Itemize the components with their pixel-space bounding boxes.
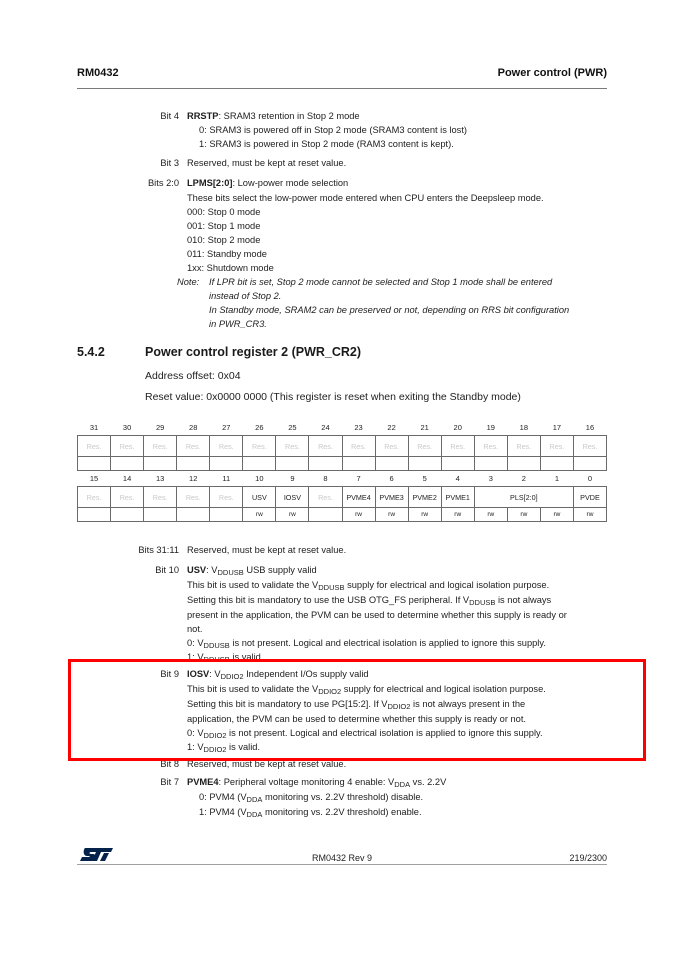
access-type: rw bbox=[573, 508, 606, 522]
bit-number: 27 bbox=[222, 423, 231, 432]
bit-label: Bit 7 bbox=[160, 777, 179, 787]
reserved-field: Res. bbox=[78, 487, 111, 508]
reserved-field: Res. bbox=[309, 487, 342, 508]
reserved-field: Res. bbox=[375, 436, 408, 457]
access-type bbox=[573, 457, 606, 471]
bit-number: 14 bbox=[122, 474, 132, 483]
access-type bbox=[408, 457, 441, 471]
field-pvde: PVDE bbox=[573, 487, 606, 508]
reserved-field: Res. bbox=[144, 436, 177, 457]
reserved-field: Res. bbox=[441, 436, 474, 457]
bit-3-text: Reserved, must be kept at reset value. bbox=[187, 158, 347, 168]
access-type bbox=[309, 508, 342, 522]
bit-number: 22 bbox=[387, 423, 396, 432]
reserved-field: Res. bbox=[177, 487, 210, 508]
bit-number: 0 bbox=[587, 474, 593, 483]
bit-number: 3 bbox=[488, 474, 493, 483]
bit-number: 2 bbox=[521, 474, 526, 483]
bit-label: Bit 3 bbox=[160, 158, 179, 168]
access-type: rw bbox=[441, 508, 474, 522]
reserved-field: Res. bbox=[210, 487, 243, 508]
access-type bbox=[111, 457, 144, 471]
footer-page-number: 219/2300 bbox=[569, 853, 607, 863]
v-subscript: DDIO2 bbox=[220, 672, 244, 681]
field-iosv: IOSV bbox=[276, 487, 309, 508]
access-type bbox=[342, 457, 375, 471]
highlight-box bbox=[68, 659, 646, 761]
reserved-field: Res. bbox=[78, 436, 111, 457]
access-type bbox=[177, 457, 210, 471]
access-type: rw bbox=[474, 508, 507, 522]
bit-number: 29 bbox=[155, 423, 165, 432]
usv-line: present in the application, the PVM can be used to determine whether this supply is ready or bbox=[187, 610, 567, 620]
field-pls20: PLS[2:0] bbox=[474, 487, 573, 508]
address-offset: Address offset: 0x04 bbox=[145, 370, 241, 382]
bit-number-row-low bbox=[78, 471, 607, 487]
bit-number: 16 bbox=[585, 423, 595, 432]
iosv-line: Setting this bit is mandatory to use PG[15:2]. If $V_{DDIO2}$ is not always present in the bbox=[187, 699, 526, 711]
bit-number: 23 bbox=[354, 423, 363, 432]
field-title: : SRAM3 retention in Stop 2 mode bbox=[218, 111, 360, 121]
note-line: instead of Stop 2. bbox=[209, 291, 282, 301]
field-title: : Low-power mode selection bbox=[232, 178, 349, 188]
bit-number: 25 bbox=[288, 423, 297, 432]
access-type: rw bbox=[408, 508, 441, 522]
access-type bbox=[177, 508, 210, 522]
bit-4-title bbox=[187, 110, 360, 124]
access-type bbox=[441, 457, 474, 471]
bit-number: 4 bbox=[455, 474, 460, 483]
reserved-field: Res. bbox=[408, 436, 441, 457]
bit-number: 19 bbox=[486, 423, 495, 432]
bit-number: 13 bbox=[155, 474, 165, 483]
lpms-title bbox=[187, 177, 348, 191]
usv-title: USV: $V_{DDUSB}$ USB supply valid bbox=[187, 565, 317, 577]
field-row-low bbox=[78, 487, 607, 508]
bit-number: 12 bbox=[189, 474, 198, 483]
bit-4-line: 1: SRAM3 is powered in Stop 2 mode (RAM3 content is kept). bbox=[199, 139, 454, 149]
reserved-field: Res. bbox=[243, 436, 276, 457]
reset-value: Reset value: 0x0000 0000 (This register is reset when exiting the Standby mode) bbox=[145, 391, 521, 403]
reserved-field: Res. bbox=[573, 436, 606, 457]
access-type bbox=[309, 457, 342, 471]
access-type bbox=[111, 508, 144, 522]
footer-rule bbox=[77, 864, 607, 865]
bit-number: 6 bbox=[389, 474, 394, 483]
bit-label: Bits 2:0 bbox=[147, 178, 179, 188]
bit-number: 10 bbox=[255, 474, 264, 483]
reserved-field: Res. bbox=[309, 436, 342, 457]
lpms-desc: These bits select the low-power mode entered when CPU enters the Deepsleep mode. bbox=[187, 193, 544, 203]
field-name: RRSTP bbox=[187, 111, 219, 121]
note-line: In Standby mode, SRAM2 can be preserved or not, depending on RRS bit configuration bbox=[209, 305, 570, 315]
field-title: Independent I/Os supply valid bbox=[243, 669, 369, 679]
bit-number: 1 bbox=[554, 474, 559, 483]
access-type bbox=[78, 508, 111, 522]
bit-number: 24 bbox=[321, 423, 330, 432]
bit-number: 31 bbox=[89, 423, 99, 432]
bit-8-text: Reserved, must be kept at reset value. bbox=[187, 759, 347, 769]
note-line: in PWR_CR3. bbox=[209, 319, 267, 329]
lpms-option: 011: Standby mode bbox=[187, 249, 267, 259]
access-type bbox=[144, 508, 177, 522]
v-subscript: DDUSB bbox=[217, 568, 244, 577]
access-type bbox=[78, 457, 111, 471]
bit-number: 8 bbox=[323, 474, 328, 483]
field-row-high bbox=[78, 436, 607, 457]
bit-number-row-high bbox=[78, 420, 607, 436]
access-type bbox=[375, 457, 408, 471]
reserved-field: Res. bbox=[276, 436, 309, 457]
bit-4-line: 0: SRAM3 is powered off in Stop 2 mode (SRAM3 content is lost) bbox=[199, 125, 468, 135]
field-usv: USV bbox=[243, 487, 276, 508]
pvme4-title: PVME4: Peripheral voltage monitoring 4 enable: $V_{DDA}$ vs. 2.2V bbox=[187, 777, 447, 789]
note-label: Note: bbox=[177, 277, 200, 287]
bit-label: Bits 31:11 bbox=[138, 545, 179, 555]
bit-number: 17 bbox=[552, 423, 562, 432]
bits-31-11-text: Reserved, must be kept at reset value. bbox=[187, 545, 347, 555]
access-type bbox=[243, 457, 276, 471]
pvme4-line: 0: PVM4 ($V_{DDA}$ monitoring vs. 2.2V threshold) disable. bbox=[199, 792, 424, 804]
reserved-field: Res. bbox=[177, 436, 210, 457]
lpms-option: 010: Stop 2 mode bbox=[187, 235, 261, 245]
field-name: IOSV bbox=[187, 669, 210, 679]
bit-number: 15 bbox=[89, 474, 99, 483]
usv-line: This bit is used to validate the $V_{DDUSB}$ supply for electrical and logical isolation purpose. bbox=[187, 580, 550, 592]
register-map-table bbox=[77, 420, 607, 522]
iosv-line: This bit is used to validate the $V_{DDIO2}$ supply for electrical and logical isolation purpose. bbox=[187, 684, 546, 696]
iosv-line: application, the PVM can be used to determine whether this supply is ready or not. bbox=[187, 714, 527, 724]
header-rule bbox=[77, 88, 607, 89]
iosv-line: 1: $V_{DDIO2}$ is valid. bbox=[187, 742, 261, 754]
reserved-field: Res. bbox=[507, 436, 540, 457]
reserved-field: Res. bbox=[474, 436, 507, 457]
reserved-field: Res. bbox=[111, 487, 144, 508]
bit-number: 9 bbox=[290, 474, 295, 483]
bit-label: Bit 10 bbox=[155, 565, 179, 575]
access-type: rw bbox=[342, 508, 375, 522]
reserved-field: Res. bbox=[540, 436, 573, 457]
access-type bbox=[276, 457, 309, 471]
bit-number: 28 bbox=[189, 423, 198, 432]
access-row-high bbox=[78, 457, 607, 471]
footer-revision: RM0432 Rev 9 bbox=[311, 853, 373, 863]
lpms-option: 001: Stop 1 mode bbox=[187, 221, 261, 231]
field-title: USB supply valid bbox=[243, 565, 317, 575]
field-pvme4: PVME4 bbox=[342, 487, 375, 508]
bit-number: 5 bbox=[422, 474, 427, 483]
header-doc-id: RM0432 bbox=[77, 67, 119, 79]
reserved-field: Res. bbox=[144, 487, 177, 508]
note-line: If LPR bit is set, Stop 2 mode cannot be selected and Stop 1 mode shall be entered bbox=[209, 277, 553, 287]
lpms-option: 1xx: Shutdown mode bbox=[187, 263, 274, 273]
bit-label: Bit 4 bbox=[160, 111, 179, 121]
bit-label: Bit 9 bbox=[160, 669, 179, 679]
access-type bbox=[144, 457, 177, 471]
field-name: LPMS[2:0] bbox=[187, 178, 233, 188]
access-type: rw bbox=[507, 508, 540, 522]
field-pvme1: PVME1 bbox=[441, 487, 474, 508]
access-type: rw bbox=[276, 508, 309, 522]
access-type: rw bbox=[540, 508, 573, 522]
access-type bbox=[507, 457, 540, 471]
reserved-field: Res. bbox=[111, 436, 144, 457]
bit-number: 11 bbox=[222, 474, 231, 483]
bit-label: Bit 8 bbox=[160, 759, 179, 769]
reserved-field: Res. bbox=[342, 436, 375, 457]
access-row-low bbox=[78, 508, 607, 522]
usv-line: 1: $V_{DDUSB}$ is valid. bbox=[187, 652, 264, 664]
bit-number: 20 bbox=[453, 423, 462, 432]
bit-number: 7 bbox=[356, 474, 361, 483]
access-type bbox=[210, 508, 243, 522]
bit-number: 26 bbox=[255, 423, 264, 432]
usv-line: 0: $V_{DDUSB}$ is not present. Logical and electrical isolation is applied to ignore this supply. bbox=[187, 638, 546, 650]
header-section-title: Power control (PWR) bbox=[497, 67, 607, 79]
section-title: Power control register 2 (PWR_CR2) bbox=[145, 345, 362, 359]
section-number: 5.4.2 bbox=[77, 345, 105, 359]
iosv-title: IOSV: $V_{DDIO2}$ Independent I/Os supply valid bbox=[187, 669, 369, 681]
access-type bbox=[474, 457, 507, 471]
reserved-field: Res. bbox=[210, 436, 243, 457]
pvme4-line: 1: PVM4 ($V_{DDA}$ monitoring vs. 2.2V threshold) enable. bbox=[199, 807, 422, 819]
access-type bbox=[540, 457, 573, 471]
access-type: rw bbox=[243, 508, 276, 522]
usv-line: Setting this bit is mandatory to use the USB OTG_FS peripheral. If $V_{DDUSB}$ is not always bbox=[187, 595, 552, 607]
bit-number: 21 bbox=[420, 423, 429, 432]
field-name: PVME4 bbox=[187, 777, 219, 787]
bit-number: 18 bbox=[519, 423, 529, 432]
field-pvme3: PVME3 bbox=[375, 487, 408, 508]
access-type bbox=[210, 457, 243, 471]
v-symbol: V bbox=[214, 669, 221, 679]
usv-line: not. bbox=[187, 624, 203, 634]
v-symbol: V bbox=[211, 565, 218, 575]
field-name: USV bbox=[187, 565, 207, 575]
iosv-line: 0: $V_{DDIO2}$ is not present. Logical and electrical isolation is applied to ignore this supply. bbox=[187, 728, 543, 740]
access-type: rw bbox=[375, 508, 408, 522]
field-pvme2: PVME2 bbox=[408, 487, 441, 508]
lpms-option: 000: Stop 0 mode bbox=[187, 207, 261, 217]
bit-number: 30 bbox=[122, 423, 132, 432]
